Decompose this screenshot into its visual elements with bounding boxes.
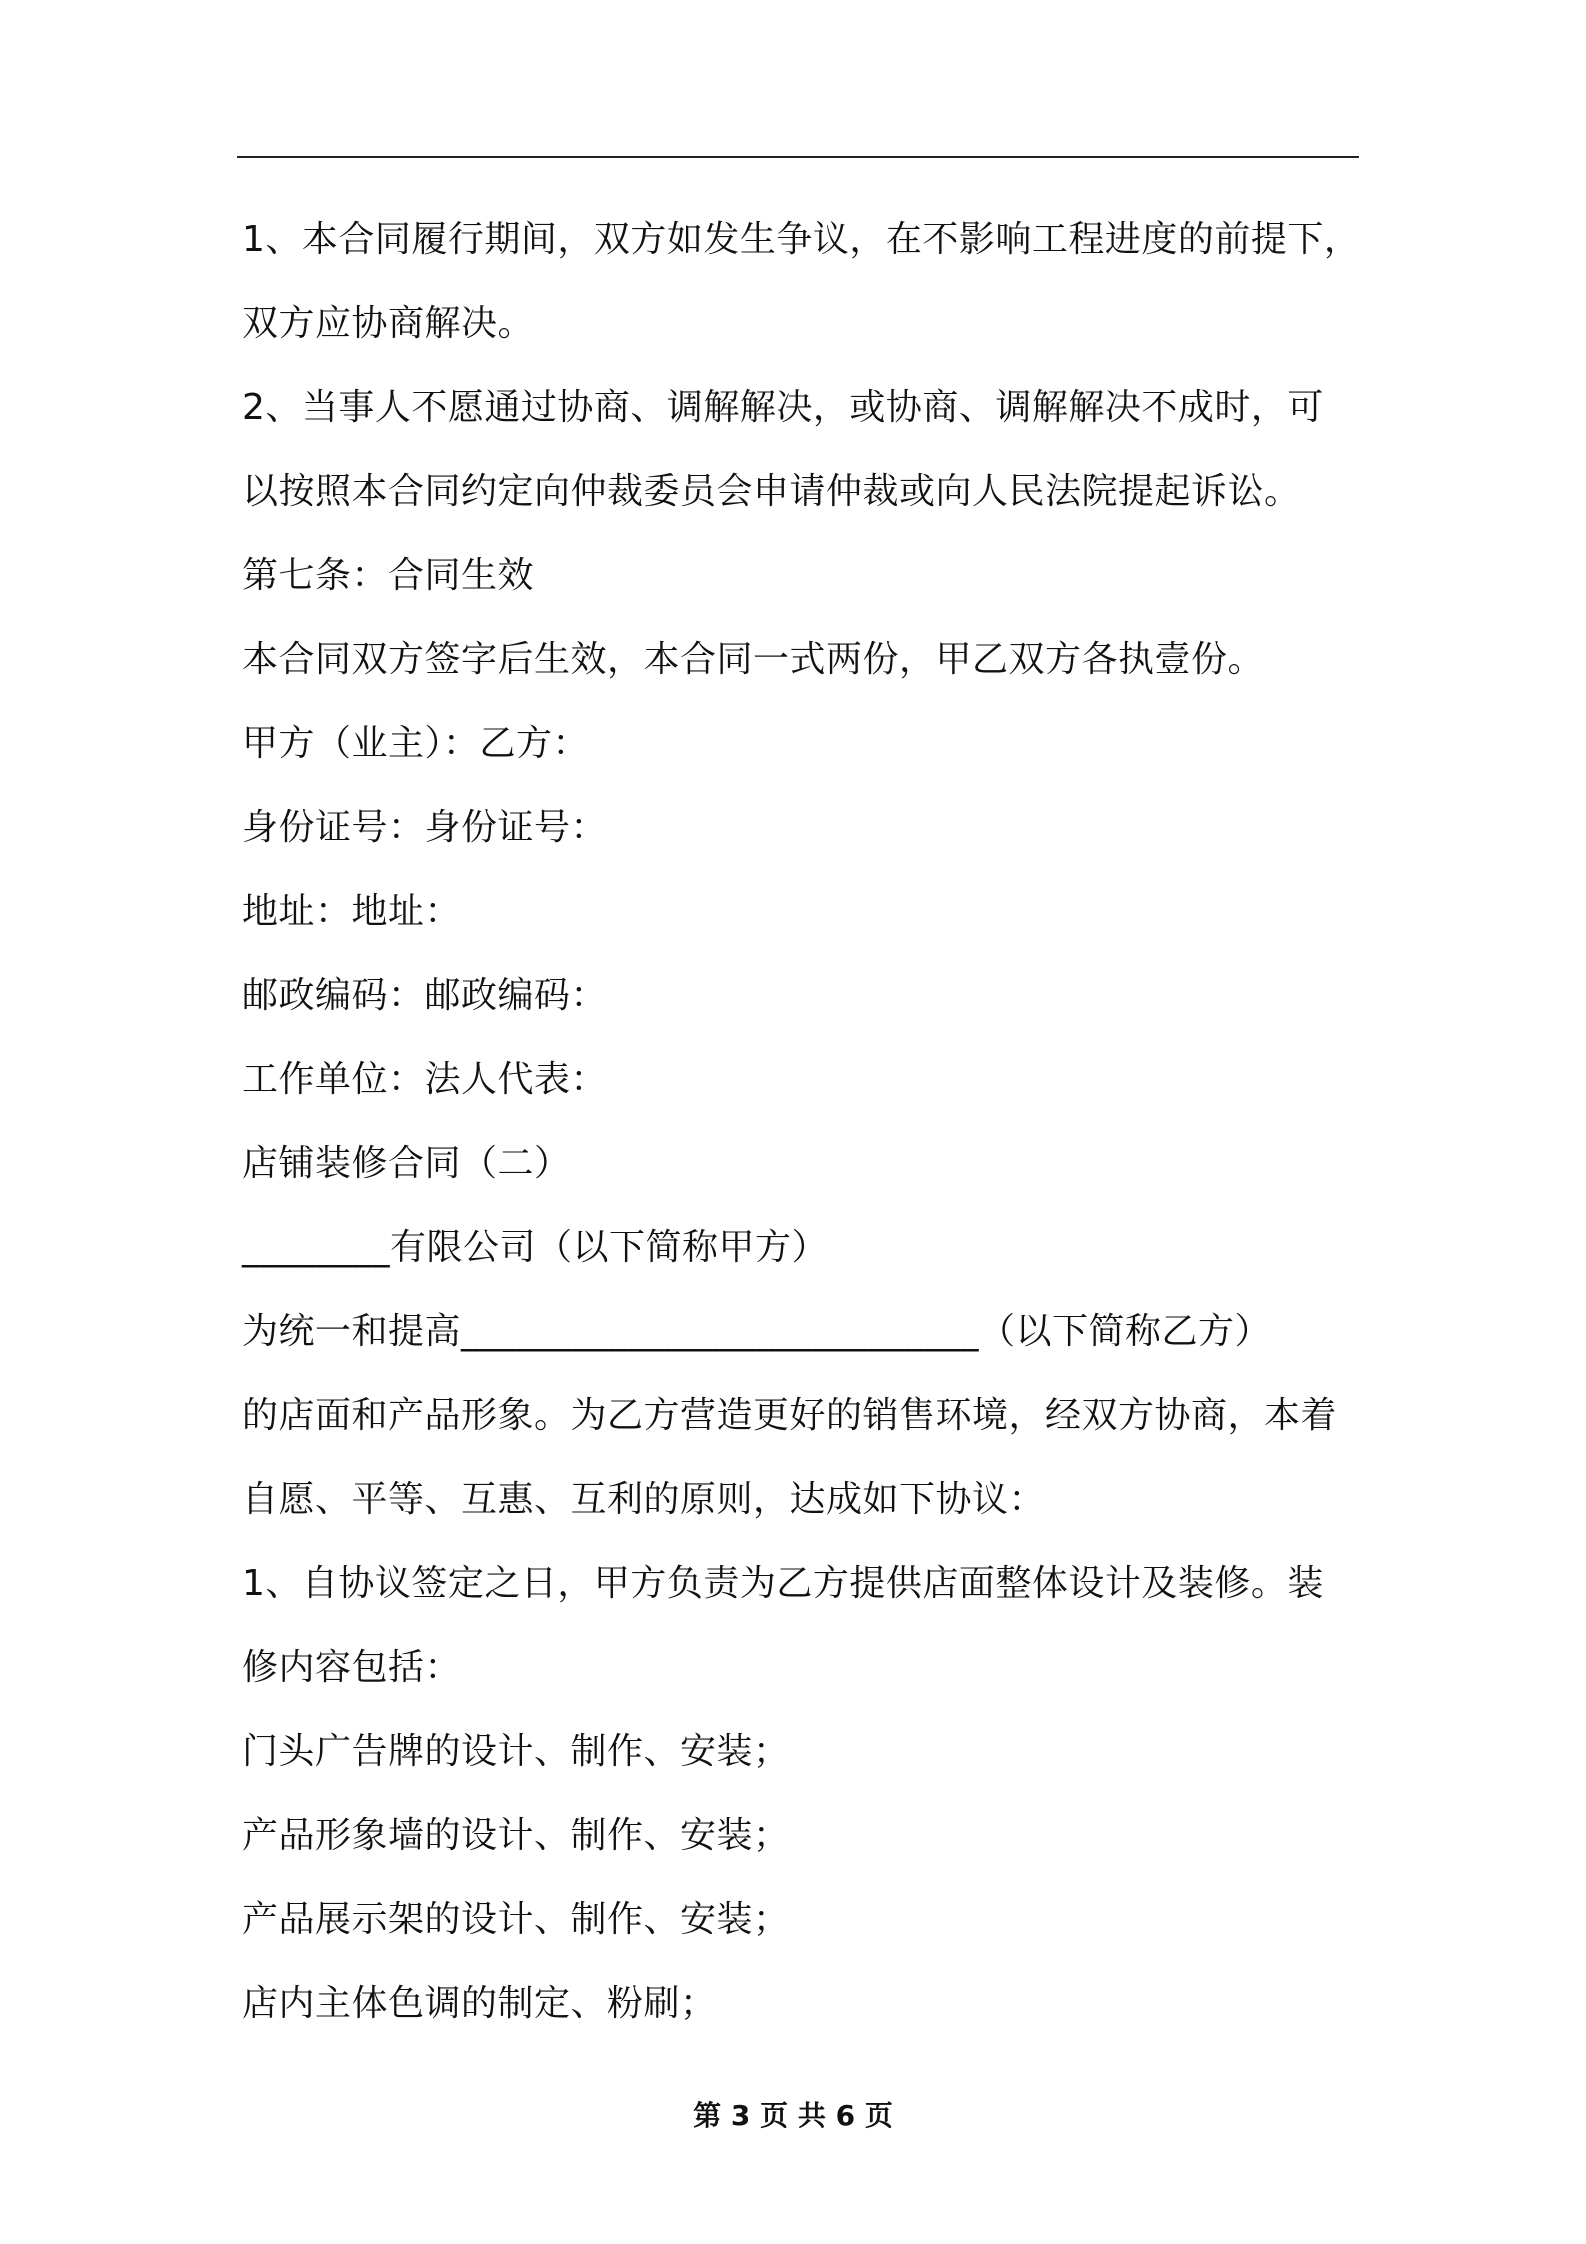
party-b-line: 为统一和提高____________________________（以下简称乙方） <box>242 1311 1272 1352</box>
paragraph-line: 自愿、平等、互惠、互利的原则，达成如下协议： <box>242 1479 1046 1520</box>
paragraph-line: 本合同双方签字后生效，本合同一式两份，甲乙双方各执壹份。 <box>242 639 1265 680</box>
list-item: 产品展示架的设计、制作、安装； <box>242 1899 790 1940</box>
signature-field-postcode: 邮政编码：邮政编码： <box>242 975 608 1016</box>
header-rule <box>237 156 1359 158</box>
paragraph-line: 2、当事人不愿通过协商、调解解决，或协商、调解解决不成时，可 <box>242 387 1324 428</box>
page-number: 第 3 页 共 6 页 <box>693 2099 893 2132</box>
paragraph-line: 1、本合同履行期间，双方如发生争议，在不影响工程进度的前提下， <box>242 219 1361 260</box>
paragraph-line: 1、自协议签定之日，甲方负责为乙方提供店面整体设计及装修。装 <box>242 1563 1324 1604</box>
signature-field-id: 身份证号：身份证号： <box>242 807 608 848</box>
signature-field-address: 地址：地址： <box>242 891 462 932</box>
section-heading: 第七条：合同生效 <box>242 555 535 596</box>
list-item: 产品形象墙的设计、制作、安装； <box>242 1815 790 1856</box>
document-body <box>242 198 1382 2046</box>
contract-title: 店铺装修合同（二） <box>242 1143 571 1184</box>
paragraph-line: 的店面和产品形象。为乙方营造更好的销售环境，经双方协商，本着 <box>242 1395 1338 1436</box>
signature-field-employer: 工作单位：法人代表： <box>242 1059 608 1100</box>
paragraph-line: 以按照本合同约定向仲裁委员会申请仲裁或向人民法院提起诉讼。 <box>242 471 1301 512</box>
list-item: 店内主体色调的制定、粉刷； <box>242 1983 717 2024</box>
paragraph-line: 修内容包括： <box>242 1647 462 1688</box>
signature-field-party: 甲方（业主）：乙方： <box>242 723 590 764</box>
party-a-line: ________有限公司（以下简称甲方） <box>242 1227 829 1268</box>
list-item: 门头广告牌的设计、制作、安装； <box>242 1731 790 1772</box>
paragraph-line: 双方应协商解决。 <box>242 303 535 344</box>
